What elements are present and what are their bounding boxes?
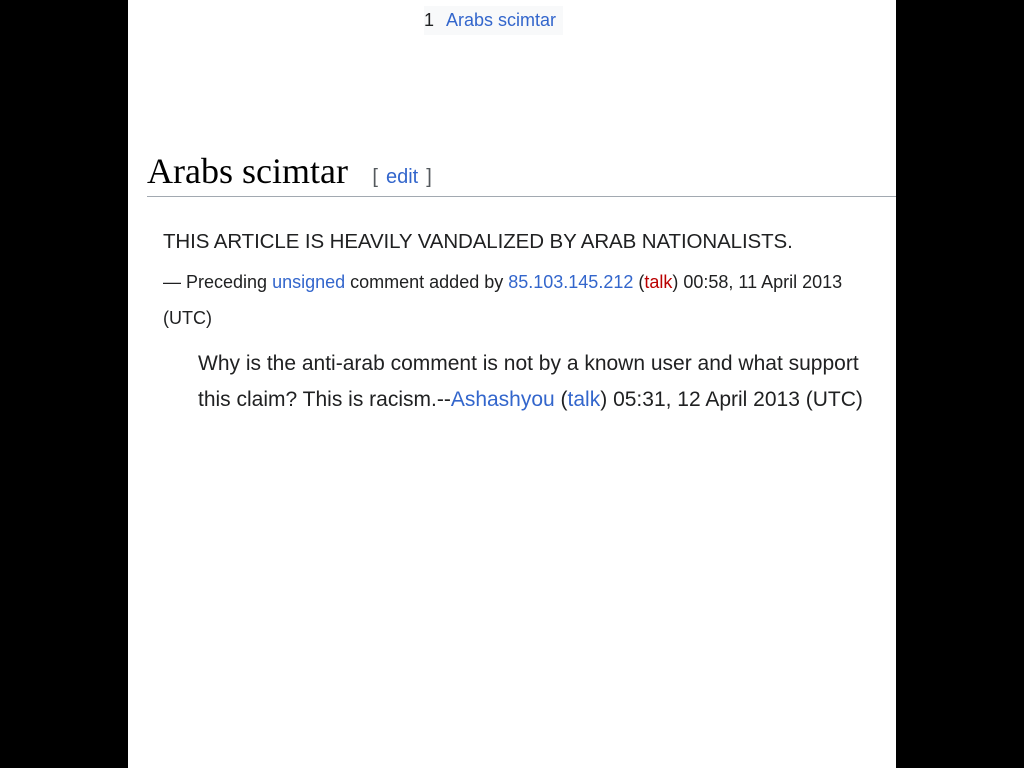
toc-link-arabs-scimtar[interactable]: Arabs scimtar [446,10,557,30]
edit-bracket-close: ] [426,166,432,188]
signature-prefix: — Preceding [163,272,273,292]
vandalism-notice: THIS ARTICLE IS HEAVILY VANDALIZED BY ARAB NATIONALISTS. [163,230,793,253]
paren-close: ) [672,272,679,292]
signature-middle: comment added by [345,272,509,292]
edit-link[interactable]: edit [385,166,419,188]
toc-item [424,6,563,35]
section-heading [147,148,896,197]
toc-number: 1 [424,10,435,30]
reply-paren-open: ( [554,388,568,411]
user-talk-link[interactable]: talk [567,388,601,411]
reply-comment [198,346,888,418]
user-link-ashashyou[interactable]: Ashashyou [450,388,555,411]
signature-timestamp: 00:58, 11 April 2013 (UTC) [163,272,843,328]
edit-bracket-open: [ [372,166,378,188]
ip-address-link[interactable]: 85.103.145.212 [508,272,634,292]
page-content [128,0,896,768]
reply-paren-close: ) [600,388,608,411]
unsigned-link[interactable]: unsigned [272,272,346,292]
edit-section [372,166,431,189]
paren-open: ( [633,272,645,292]
reply-timestamp: 05:31, 12 April 2013 (UTC) [607,388,863,411]
reply-text: Why is the anti-arab comment is not by a known user and what support this claim? This is racism.-- [198,352,859,411]
ip-talk-link[interactable]: talk [644,272,673,292]
section-title: Arabs scimtar [147,151,348,191]
unsigned-comment-signature [163,264,883,336]
